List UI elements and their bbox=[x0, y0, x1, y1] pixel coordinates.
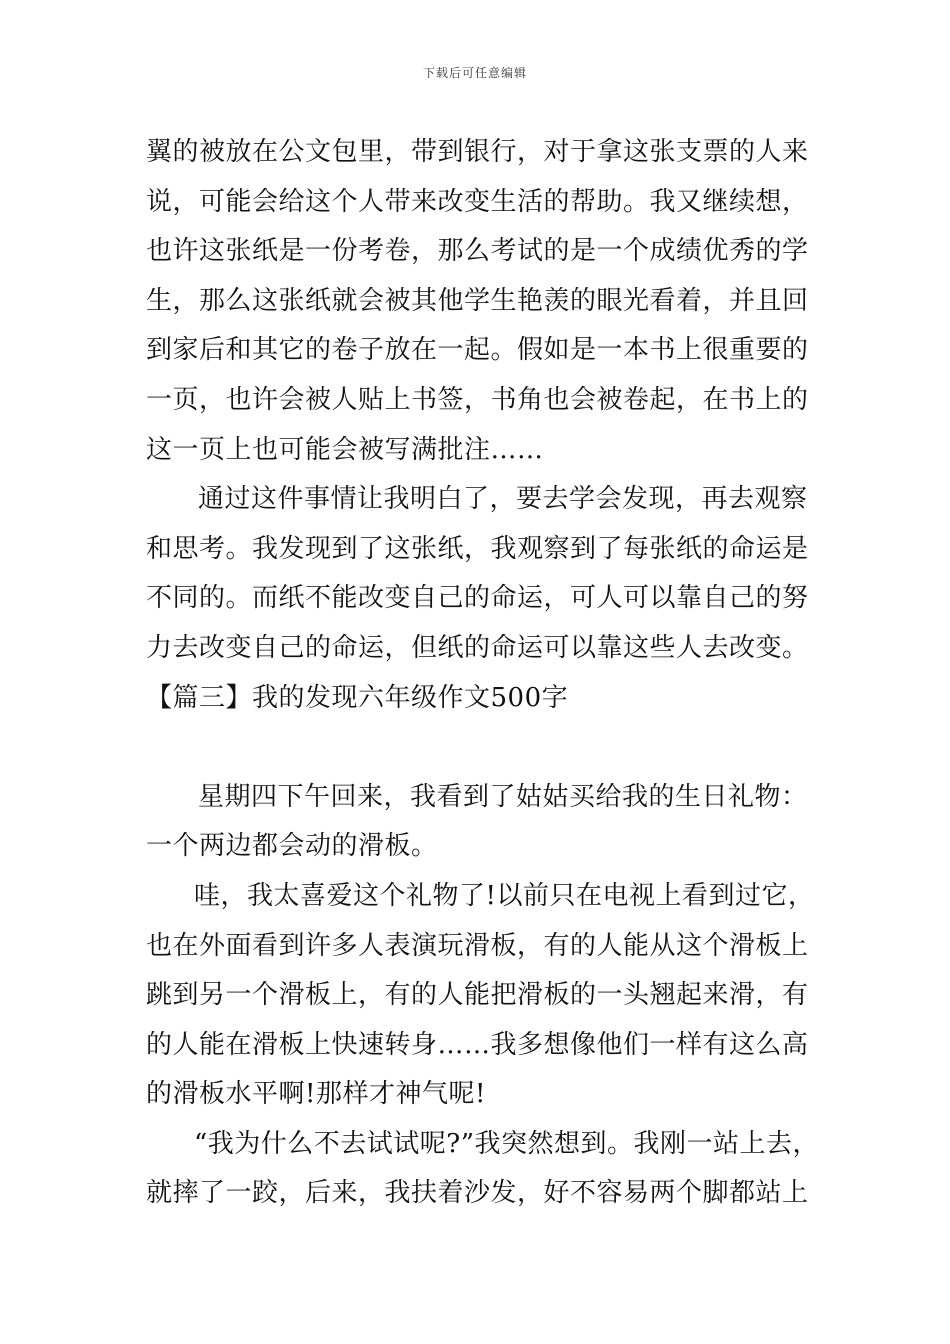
text-line: 也许这张纸是一份考卷，那么考试的是一个成绩优秀的学 bbox=[146, 236, 809, 267]
text-line: 也在外面看到许多人表演玩滑板，有的人能从这个滑板上 bbox=[146, 930, 809, 961]
blank-line bbox=[146, 723, 826, 773]
text-line: 一个两边都会动的滑板。 bbox=[146, 831, 438, 862]
text-line: 这一页上也可能会被写满批注…… bbox=[146, 434, 544, 465]
text-line: 一页，也许会被人贴上书签，书角也会被卷起，在书上的 bbox=[146, 384, 809, 415]
text-line: 生，那么这张纸就会被其他学生艳羡的眼光看着，并且回 bbox=[146, 285, 809, 316]
section-heading: 【篇三】我的发现六年级作文500字 bbox=[146, 682, 569, 713]
text-line: 翼的被放在公文包里，带到银行，对于拿这张支票的人来 bbox=[146, 137, 809, 167]
paragraph-start: 哇，我太喜爱这个礼物了!以前只在电视上看到过它， bbox=[194, 880, 815, 911]
text-line: 力去改变自己的命运，但纸的命运可以靠这些人去改变。 bbox=[146, 632, 809, 663]
text-line: 跳到另一个滑板上，有的人能把滑板的一头翘起来滑，有 bbox=[146, 980, 809, 1011]
paragraph-start: “我为什么不去试试呢?”我突然想到。我刚一站上去， bbox=[194, 1128, 820, 1159]
paragraph-start: 星期四下午回来，我看到了姑姑买给我的生日礼物： bbox=[198, 781, 808, 812]
text-line: 的滑板水平啊!那样才神气呢! bbox=[146, 1079, 486, 1110]
text-line: 到家后和其它的卷子放在一起。假如是一本书上很重要的 bbox=[146, 335, 809, 366]
text-line: 不同的。而纸不能改变自己的命运，可人可以靠自己的努 bbox=[146, 583, 809, 614]
page-header: 下载后可任意编辑 bbox=[422, 66, 527, 80]
text-line: 的人能在滑板上快速转身……我多想像他们一样有这么高 bbox=[146, 1029, 809, 1060]
text-line: 和思考。我发现到了这张纸，我观察到了每张纸的命运是 bbox=[146, 533, 809, 564]
text-line: 就摔了一跤，后来，我扶着沙发，好不容易两个脚都站上 bbox=[146, 1178, 809, 1209]
document-body bbox=[146, 128, 826, 1219]
text-line: 说，可能会给这个人带来改变生活的帮助。我又继续想， bbox=[146, 186, 809, 217]
paragraph-start: 通过这件事情让我明白了，要去学会发现，再去观察 bbox=[198, 484, 808, 515]
